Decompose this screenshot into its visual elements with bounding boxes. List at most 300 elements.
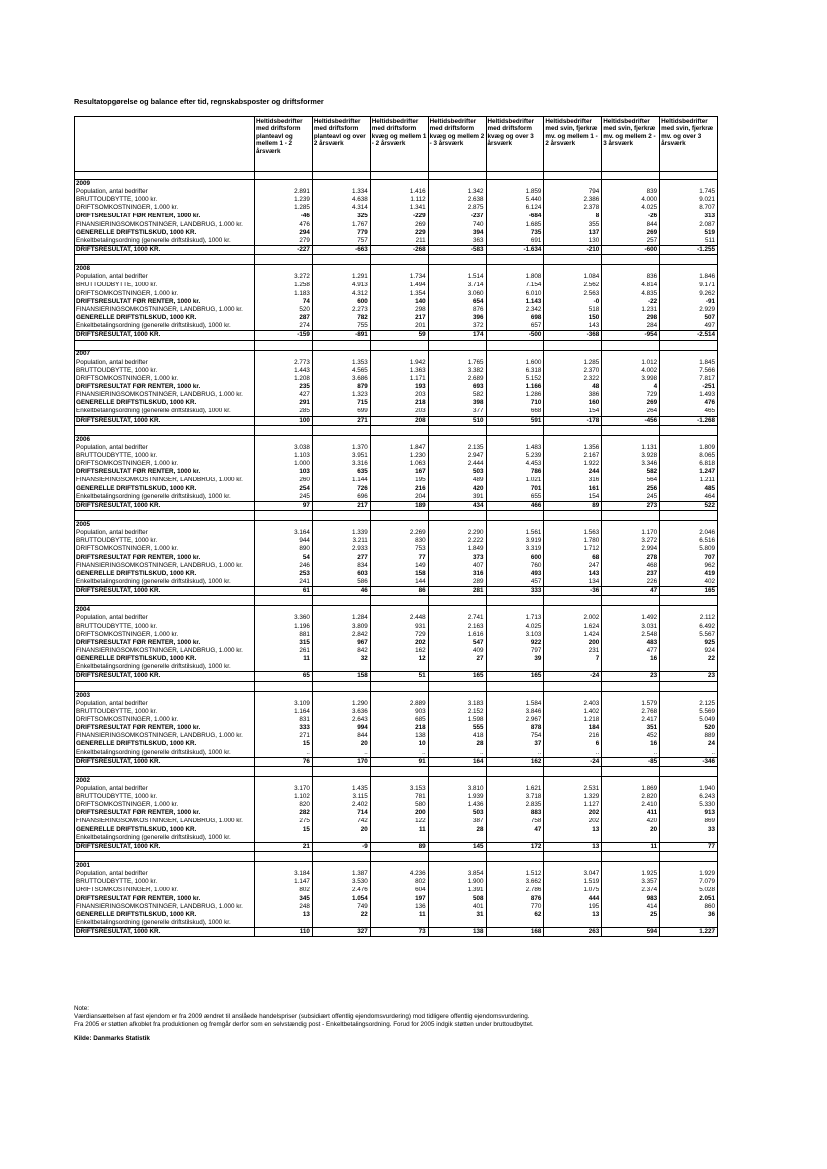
value-cell: -251 <box>660 383 718 391</box>
row-label: DRIFTSOMKOSTNINGER, 1.000 kr. <box>75 631 255 639</box>
year-cell <box>428 521 486 530</box>
value-cell: 3.530 <box>312 878 370 886</box>
value-cell: 1.765 <box>428 359 486 367</box>
value-cell: 5.567 <box>660 631 718 639</box>
value-cell: -1.634 <box>486 246 544 255</box>
section-separator <box>75 681 718 691</box>
row-label: DRIFTSRESULTAT FØR RENTER, 1000 kr. <box>75 383 255 391</box>
separator-cell <box>428 681 486 691</box>
year-cell <box>312 180 370 189</box>
year-cell <box>428 435 486 444</box>
value-cell: 2.444 <box>428 460 486 468</box>
row-label: Population, antal bedrifter <box>75 614 255 622</box>
value-cell: 2.135 <box>428 444 486 452</box>
value-cell: 729 <box>602 391 660 399</box>
year-row <box>75 435 718 444</box>
value-cell: 2.875 <box>428 204 486 212</box>
separator-cell <box>544 766 602 776</box>
year-label: 2008 <box>75 265 255 274</box>
value-cell: 1.424 <box>544 631 602 639</box>
value-cell: 758 <box>486 818 544 826</box>
table-row <box>75 537 718 545</box>
value-cell: 77 <box>370 554 428 562</box>
value-cell: -663 <box>312 246 370 255</box>
value-cell: 150 <box>544 314 602 322</box>
year-cell <box>312 862 370 871</box>
year-cell <box>486 606 544 615</box>
value-cell: 216 <box>544 732 602 740</box>
value-cell: 4.025 <box>602 204 660 212</box>
year-cell <box>370 776 428 785</box>
value-cell: 477 <box>602 647 660 655</box>
table-row <box>75 237 718 246</box>
value-cell: 836 <box>602 273 660 281</box>
row-label: BRUTTOUDBYTTE, 1000 kr. <box>75 878 255 886</box>
value-cell: 1.579 <box>602 700 660 708</box>
separator-cell <box>660 852 718 862</box>
separator-cell <box>486 340 544 350</box>
value-cell: 1.519 <box>544 878 602 886</box>
value-cell: 165 <box>486 672 544 681</box>
table-row <box>75 614 718 622</box>
value-cell: 603 <box>312 570 370 578</box>
value-cell: 2.786 <box>486 887 544 895</box>
year-cell <box>660 776 718 785</box>
value-cell: -159 <box>255 331 313 340</box>
separator-cell <box>544 511 602 521</box>
row-label: DRIFTSOMKOSTNINGER, 1.000 kr. <box>75 801 255 809</box>
value-cell: 468 <box>602 562 660 570</box>
year-cell <box>255 265 313 274</box>
year-label: 2007 <box>75 350 255 359</box>
blank-cell <box>312 172 370 180</box>
notes-block <box>74 1005 534 1043</box>
value-cell: 3.316 <box>312 460 370 468</box>
year-cell <box>544 435 602 444</box>
value-cell: 1.323 <box>312 391 370 399</box>
value-cell: 1.334 <box>312 188 370 196</box>
row-label: FINANSIERINGSOMKOSTNINGER, LANDBRUG, 1.000 kr. <box>75 818 255 826</box>
row-label: BRUTTOUDBYTTE, 1000 kr. <box>75 452 255 460</box>
value-cell: 4.835 <box>602 290 660 298</box>
value-cell: 508 <box>428 895 486 903</box>
value-cell: 62 <box>486 911 544 919</box>
row-label: Enkeltbetalingsordning (generelle driftstilskud), 1000 kr. <box>75 834 255 843</box>
value-cell: -229 <box>370 213 428 221</box>
value-cell: 160 <box>544 399 602 407</box>
table-row <box>75 229 718 237</box>
value-cell: 555 <box>428 724 486 732</box>
separator-cell <box>255 511 313 521</box>
value-cell: 110 <box>255 928 313 937</box>
separator-cell <box>75 681 255 691</box>
year-cell <box>486 180 544 189</box>
value-cell: 21 <box>255 842 313 851</box>
year-cell <box>602 606 660 615</box>
value-cell: 2.125 <box>660 700 718 708</box>
value-cell: 1.561 <box>486 529 544 537</box>
value-cell: 277 <box>312 554 370 562</box>
value-cell: 600 <box>312 298 370 306</box>
value-cell: 149 <box>370 562 428 570</box>
value-cell: 4.453 <box>486 460 544 468</box>
value-cell: 68 <box>544 554 602 562</box>
table-row <box>75 375 718 383</box>
year-cell <box>544 691 602 700</box>
value-cell: 903 <box>370 708 428 716</box>
row-label: DRIFTSRESULTAT, 1000 KR. <box>75 928 255 937</box>
value-cell: 922 <box>486 639 544 647</box>
row-label: GENERELLE DRIFTSTILSKUD, 1000 KR. <box>75 399 255 407</box>
value-cell: 2.638 <box>428 196 486 204</box>
value-cell: 3.031 <box>602 623 660 631</box>
table-row <box>75 383 718 391</box>
year-cell <box>544 521 602 530</box>
value-cell <box>602 919 660 928</box>
value-cell: 3.170 <box>255 785 313 793</box>
value-cell: 510 <box>428 416 486 425</box>
value-cell: 464 <box>660 493 718 502</box>
table-row <box>75 314 718 322</box>
value-cell: 1.285 <box>255 204 313 212</box>
value-cell: 2.403 <box>544 700 602 708</box>
table-row <box>75 213 718 221</box>
value-cell: 193 <box>370 383 428 391</box>
value-cell: 520 <box>255 306 313 314</box>
value-cell: 591 <box>486 416 544 425</box>
column-header: Heltidsbedrifter med driftsform kvæg og mellem 1 - 2 årsværk <box>370 117 428 172</box>
value-cell: 564 <box>602 477 660 485</box>
value-cell: 2.046 <box>660 529 718 537</box>
value-cell: 28 <box>428 826 486 834</box>
header-corner-cell <box>75 117 255 172</box>
value-cell: 3.636 <box>312 708 370 716</box>
year-cell <box>255 350 313 359</box>
value-cell: 345 <box>255 895 313 903</box>
year-cell <box>486 862 544 871</box>
value-cell: 497 <box>660 322 718 331</box>
separator-cell <box>602 766 660 776</box>
value-cell: 5.239 <box>486 452 544 460</box>
value-cell: 5.330 <box>660 801 718 809</box>
value-cell <box>486 663 544 672</box>
separator-cell <box>660 255 718 265</box>
value-cell: 2.167 <box>544 452 602 460</box>
row-label: BRUTTOUDBYTTE, 1000 kr. <box>75 623 255 631</box>
value-cell: 391 <box>428 493 486 502</box>
value-cell: 158 <box>312 672 370 681</box>
table-row <box>75 716 718 724</box>
value-cell: 519 <box>660 229 718 237</box>
value-cell <box>660 663 718 672</box>
table-row <box>75 757 718 766</box>
table-row <box>75 468 718 476</box>
year-label: 2004 <box>75 606 255 615</box>
table-row <box>75 460 718 468</box>
row-label: DRIFTSRESULTAT FØR RENTER, 1000 kr. <box>75 468 255 476</box>
value-cell: 6.243 <box>660 793 718 801</box>
value-cell: 398 <box>428 399 486 407</box>
value-cell: 253 <box>255 570 313 578</box>
value-cell: 831 <box>255 716 313 724</box>
value-cell: 351 <box>602 724 660 732</box>
value-cell: 278 <box>602 554 660 562</box>
year-cell <box>428 862 486 871</box>
value-cell: 1.342 <box>428 188 486 196</box>
year-row <box>75 862 718 871</box>
value-cell <box>255 663 313 672</box>
row-label: Enkeltbetalingsordning (generelle driftstilskud), 1000 kr. <box>75 322 255 331</box>
table-row <box>75 408 718 417</box>
value-cell: 444 <box>544 895 602 903</box>
value-cell: 298 <box>370 306 428 314</box>
value-cell: 269 <box>370 221 428 229</box>
value-cell: 889 <box>660 732 718 740</box>
separator-cell <box>544 596 602 606</box>
value-cell: -1.268 <box>660 416 718 425</box>
table-row <box>75 196 718 204</box>
value-cell: 1.012 <box>602 359 660 367</box>
value-cell: 164 <box>428 757 486 766</box>
value-cell: 245 <box>602 493 660 502</box>
value-cell: 797 <box>486 647 544 655</box>
row-label: DRIFTSOMKOSTNINGER, 1.000 kr. <box>75 716 255 724</box>
value-cell: 1.847 <box>370 444 428 452</box>
value-cell: .. <box>370 749 428 758</box>
value-cell: 74 <box>255 298 313 306</box>
value-cell: 1.745 <box>660 188 718 196</box>
year-cell <box>312 521 370 530</box>
value-cell: 13 <box>255 911 313 919</box>
table-row <box>75 391 718 399</box>
separator-cell <box>312 681 370 691</box>
table-row <box>75 273 718 281</box>
value-cell: 1.196 <box>255 623 313 631</box>
year-cell <box>602 435 660 444</box>
value-cell: 91 <box>370 757 428 766</box>
value-cell: 33 <box>660 826 718 834</box>
table-row <box>75 416 718 425</box>
table-row <box>75 290 718 298</box>
value-cell: 3.998 <box>602 375 660 383</box>
separator-cell <box>544 425 602 435</box>
value-cell: 3.346 <box>602 460 660 468</box>
value-cell: 3.854 <box>428 870 486 878</box>
value-cell: 925 <box>660 639 718 647</box>
separator-cell <box>255 340 313 350</box>
value-cell: 2.152 <box>428 708 486 716</box>
value-cell: 2.889 <box>370 700 428 708</box>
value-cell: 1.143 <box>486 298 544 306</box>
blank-cell <box>660 172 718 180</box>
value-cell: 263 <box>544 928 602 937</box>
value-cell: 1.063 <box>370 460 428 468</box>
value-cell: 3.357 <box>602 878 660 886</box>
value-cell: 22 <box>660 655 718 663</box>
value-cell <box>544 663 602 672</box>
value-cell: 1.922 <box>544 460 602 468</box>
value-cell: -91 <box>660 298 718 306</box>
value-cell: 1.363 <box>370 367 428 375</box>
value-cell: -24 <box>544 757 602 766</box>
year-cell <box>428 691 486 700</box>
value-cell: 1.734 <box>370 273 428 281</box>
value-cell: 802 <box>255 887 313 895</box>
value-cell: 1.112 <box>370 196 428 204</box>
value-cell: 994 <box>312 724 370 732</box>
value-cell: 1.808 <box>486 273 544 281</box>
year-cell <box>312 265 370 274</box>
value-cell: 6.124 <box>486 204 544 212</box>
value-cell: 580 <box>370 801 428 809</box>
value-cell: 1.436 <box>428 801 486 809</box>
blank-cell <box>255 172 313 180</box>
year-cell <box>255 862 313 871</box>
value-cell: 1.054 <box>312 895 370 903</box>
value-cell: 184 <box>544 724 602 732</box>
value-cell: 5.049 <box>660 716 718 724</box>
year-cell <box>486 265 544 274</box>
value-cell: 3.718 <box>486 793 544 801</box>
year-cell <box>428 180 486 189</box>
value-cell <box>428 663 486 672</box>
value-cell: .. <box>544 749 602 758</box>
value-cell: 834 <box>312 562 370 570</box>
value-cell: 1.170 <box>602 529 660 537</box>
separator-cell <box>312 766 370 776</box>
year-cell <box>370 691 428 700</box>
value-cell: 1.780 <box>544 537 602 545</box>
table-row <box>75 529 718 537</box>
value-cell: 685 <box>370 716 428 724</box>
value-cell: 1.621 <box>486 785 544 793</box>
separator-cell <box>602 340 660 350</box>
blank-cell <box>486 172 544 180</box>
value-cell: 4.565 <box>312 367 370 375</box>
header-row <box>75 117 718 172</box>
value-cell: 396 <box>428 314 486 322</box>
value-cell: 316 <box>428 570 486 578</box>
row-label: Enkeltbetalingsordning (generelle driftstilskud), 1000 kr. <box>75 493 255 502</box>
value-cell: 20 <box>602 826 660 834</box>
table-row <box>75 554 718 562</box>
value-cell: 518 <box>544 306 602 314</box>
row-label: GENERELLE DRIFTSTILSKUD, 1000 KR. <box>75 314 255 322</box>
separator-cell <box>428 425 486 435</box>
value-cell: 2.820 <box>602 793 660 801</box>
value-cell: 770 <box>486 903 544 911</box>
value-cell: 103 <box>255 468 313 476</box>
value-cell: 154 <box>544 493 602 502</box>
value-cell: 137 <box>544 229 602 237</box>
value-cell: 878 <box>486 724 544 732</box>
blank-row <box>75 172 718 180</box>
value-cell <box>486 919 544 928</box>
year-cell <box>544 606 602 615</box>
value-cell: 2.891 <box>255 188 313 196</box>
value-cell: 195 <box>370 477 428 485</box>
row-label: Population, antal bedrifter <box>75 359 255 367</box>
value-cell: -268 <box>370 246 428 255</box>
year-label: 2002 <box>75 776 255 785</box>
year-cell <box>544 862 602 871</box>
table-row <box>75 221 718 229</box>
year-cell <box>660 265 718 274</box>
value-cell: 757 <box>312 237 370 246</box>
value-cell: 7.817 <box>660 375 718 383</box>
value-cell: 715 <box>312 399 370 407</box>
value-cell: 2.643 <box>312 716 370 724</box>
value-cell: 246 <box>255 562 313 570</box>
row-label: FINANSIERINGSOMKOSTNINGER, LANDBRUG, 1.000 kr. <box>75 903 255 911</box>
value-cell: 754 <box>486 732 544 740</box>
value-cell: 5.809 <box>660 545 718 553</box>
value-cell: 211 <box>370 237 428 246</box>
source-line: Kilde: Danmarks Statistik <box>74 1035 150 1042</box>
value-cell: 6.818 <box>660 460 718 468</box>
row-label: Population, antal bedrifter <box>75 529 255 537</box>
value-cell: 269 <box>602 229 660 237</box>
value-cell: 1.492 <box>602 614 660 622</box>
value-cell <box>370 663 428 672</box>
value-cell: 1.329 <box>544 793 602 801</box>
separator-cell <box>486 852 544 862</box>
value-cell: 582 <box>428 391 486 399</box>
section-separator <box>75 255 718 265</box>
year-cell <box>370 265 428 274</box>
value-cell: 781 <box>370 793 428 801</box>
value-cell: 172 <box>486 842 544 851</box>
value-cell: 1.166 <box>486 383 544 391</box>
separator-cell <box>428 766 486 776</box>
value-cell: 20 <box>312 740 370 748</box>
row-label: DRIFTSRESULTAT, 1000 KR. <box>75 587 255 596</box>
value-cell: 844 <box>312 732 370 740</box>
value-cell: 143 <box>544 570 602 578</box>
value-cell: 203 <box>370 391 428 399</box>
value-cell: 3.928 <box>602 452 660 460</box>
table-row <box>75 493 718 502</box>
table-row <box>75 749 718 758</box>
value-cell: 1.713 <box>486 614 544 622</box>
value-cell: 707 <box>660 554 718 562</box>
separator-cell <box>75 511 255 521</box>
value-cell: 273 <box>602 501 660 510</box>
value-cell: 2.768 <box>602 708 660 716</box>
value-cell: 315 <box>255 639 313 647</box>
table-row <box>75 870 718 878</box>
value-cell: 97 <box>255 501 313 510</box>
blank-cell <box>75 172 255 180</box>
value-cell: 710 <box>486 399 544 407</box>
table-row <box>75 663 718 672</box>
value-cell: 883 <box>486 809 544 817</box>
separator-cell <box>312 511 370 521</box>
value-cell: 287 <box>255 314 313 322</box>
row-label: DRIFTSRESULTAT, 1000 KR. <box>75 672 255 681</box>
row-label: DRIFTSRESULTAT FØR RENTER, 1000 kr. <box>75 298 255 306</box>
value-cell: 760 <box>486 562 544 570</box>
table-row <box>75 485 718 493</box>
value-cell: 1.164 <box>255 708 313 716</box>
table-row <box>75 444 718 452</box>
year-cell <box>660 350 718 359</box>
value-cell: 1.021 <box>486 477 544 485</box>
table-row <box>75 367 718 375</box>
value-cell: 3.809 <box>312 623 370 631</box>
column-header: Heltidsbedrifter med svin, fjerkræ mv. og mellem 2 - 3 årsværk <box>602 117 660 172</box>
separator-cell <box>75 425 255 435</box>
